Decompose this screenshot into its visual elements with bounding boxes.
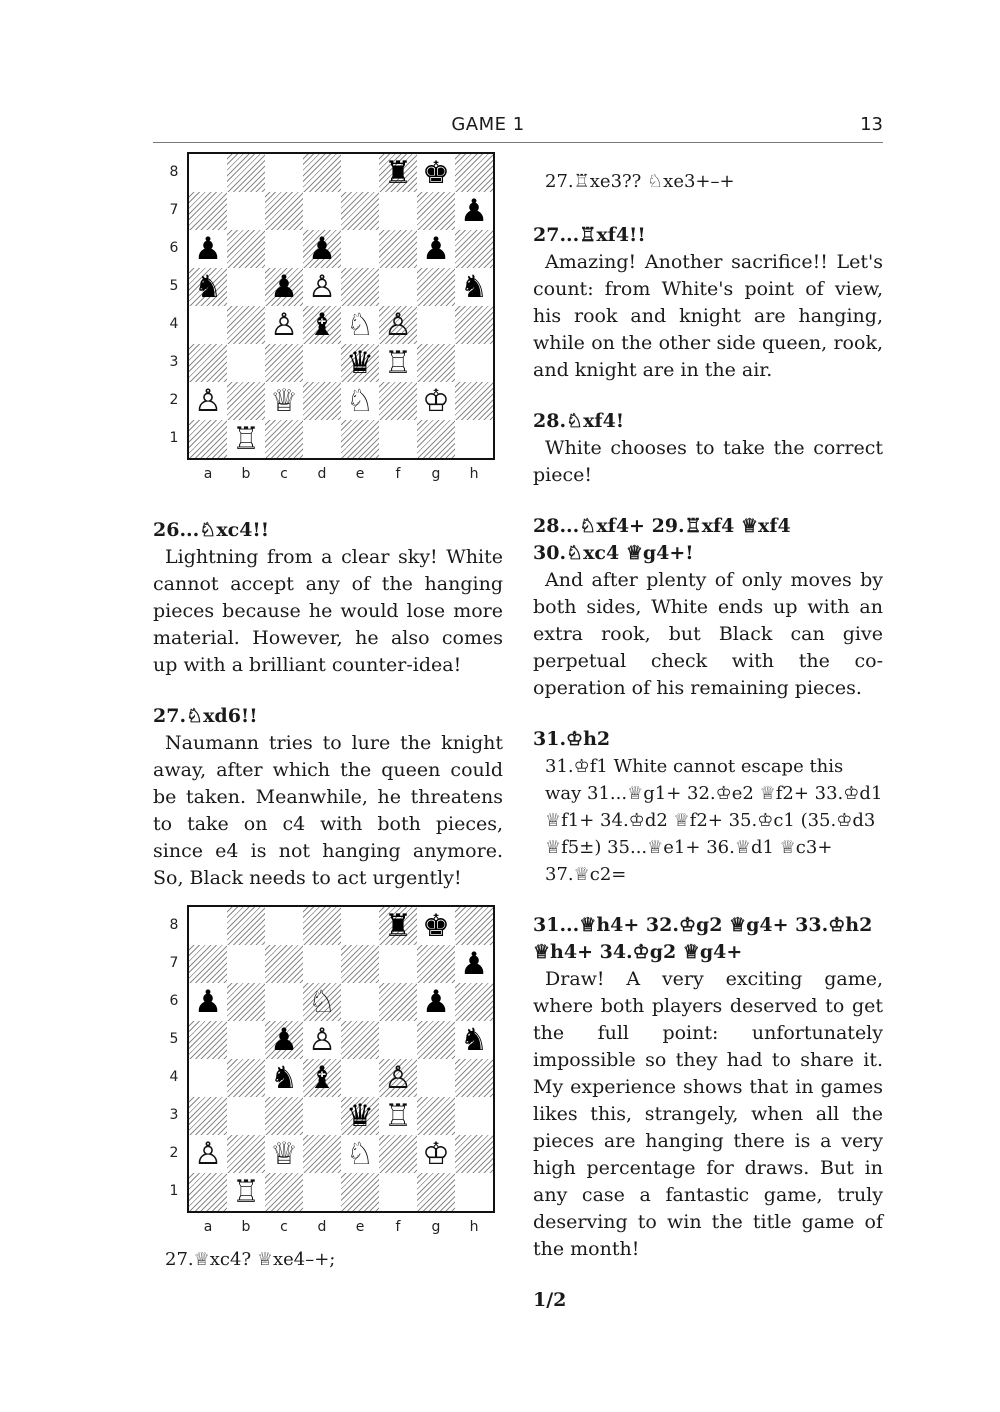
file-label: h — [469, 1219, 479, 1235]
file-label: c — [280, 466, 288, 482]
board-square — [303, 154, 341, 192]
board-square — [189, 192, 227, 230]
board-square — [417, 268, 455, 306]
board-square — [417, 1059, 455, 1097]
board-square — [417, 1173, 455, 1211]
file-label: d — [317, 1219, 327, 1235]
board-square — [227, 192, 265, 230]
rank-label: 1 — [169, 430, 179, 446]
board-square — [341, 268, 379, 306]
chess-piece: ♝ — [308, 1060, 336, 1096]
board-square — [341, 192, 379, 230]
chess-piece: ♚ — [422, 908, 450, 944]
rank-label: 8 — [169, 164, 179, 180]
board-square — [455, 1173, 493, 1211]
rank-label: 6 — [169, 993, 179, 1009]
move-heading: 27...♖xf4!! — [533, 224, 646, 246]
board-square — [265, 1097, 303, 1135]
chess-diagram-1 — [153, 152, 493, 488]
board-square — [417, 945, 455, 983]
board-square — [417, 192, 455, 230]
page-number: 13 — [860, 114, 883, 135]
board-square — [341, 907, 379, 945]
board-square — [379, 420, 417, 458]
chess-piece: ♕ — [270, 1136, 298, 1172]
board-square — [303, 1173, 341, 1211]
board-square — [227, 907, 265, 945]
board-square — [265, 983, 303, 1021]
rank-label: 5 — [169, 1031, 179, 1047]
rank-label: 6 — [169, 240, 179, 256]
board-square — [303, 420, 341, 458]
board-square — [227, 1021, 265, 1059]
move-heading: 26...♘xc4!! — [153, 519, 270, 541]
chess-piece: ♕ — [270, 383, 298, 419]
chess-piece: ♟ — [270, 1022, 298, 1058]
variation-note: 27.♕xc4? ♕xe4–+; — [165, 1249, 336, 1270]
board-square — [341, 1059, 379, 1097]
file-label: c — [280, 1219, 288, 1235]
chess-piece: ♘ — [308, 984, 336, 1020]
chess-piece: ♞ — [270, 1060, 298, 1096]
chess-piece: ♟ — [308, 231, 336, 267]
commentary: And after plenty of only moves by both sides, White ends up with an extra rook, but Black can give perpetual check with the co-operation of his remaining pieces. — [533, 569, 883, 699]
chess-piece: ♟ — [460, 946, 488, 982]
chess-piece: ♞ — [460, 269, 488, 305]
board-square — [265, 907, 303, 945]
board-square — [265, 420, 303, 458]
chess-piece: ♞ — [460, 1022, 488, 1058]
chess-piece: ♖ — [384, 345, 412, 381]
board-square — [379, 945, 417, 983]
board-square — [265, 154, 303, 192]
board-square — [417, 1097, 455, 1135]
chess-piece: ♛ — [346, 345, 374, 381]
chess-piece: ♖ — [384, 1098, 412, 1134]
chess-piece: ♜ — [384, 908, 412, 944]
board-grid — [187, 152, 495, 460]
file-label: e — [355, 1219, 365, 1235]
board-square — [379, 1021, 417, 1059]
board-square — [227, 306, 265, 344]
board-square — [189, 1173, 227, 1211]
board-square — [189, 420, 227, 458]
file-label: f — [395, 466, 401, 482]
move-heading: 31.♔h2 — [533, 728, 611, 750]
board-square — [227, 268, 265, 306]
chess-piece: ♖ — [232, 1174, 260, 1210]
board-square — [189, 1059, 227, 1097]
board-square — [341, 154, 379, 192]
file-label: g — [431, 1219, 441, 1235]
board-square — [341, 983, 379, 1021]
file-label: f — [395, 1219, 401, 1235]
running-title: GAME 1 — [451, 114, 525, 135]
move-heading: 28.♘xf4! — [533, 410, 625, 432]
board-square — [455, 154, 493, 192]
chess-piece: ♟ — [194, 231, 222, 267]
chess-piece: ♔ — [422, 1136, 450, 1172]
board-square — [379, 268, 417, 306]
board-square — [189, 945, 227, 983]
board-square — [455, 306, 493, 344]
chess-piece: ♟ — [422, 231, 450, 267]
chess-piece: ♟ — [422, 984, 450, 1020]
board-square — [265, 1173, 303, 1211]
chess-piece: ♞ — [194, 269, 222, 305]
file-label: b — [241, 466, 251, 482]
rank-label: 8 — [169, 917, 179, 933]
board-square — [417, 1021, 455, 1059]
board-square — [227, 1135, 265, 1173]
rank-label: 3 — [169, 1107, 179, 1123]
chess-piece: ♝ — [308, 307, 336, 343]
board-square — [303, 382, 341, 420]
board-square — [455, 907, 493, 945]
board-square — [455, 1059, 493, 1097]
chess-piece: ♟ — [460, 193, 488, 229]
board-square — [455, 230, 493, 268]
board-square — [455, 1135, 493, 1173]
chess-piece: ♙ — [270, 307, 298, 343]
rank-label: 7 — [169, 955, 179, 971]
board-square — [265, 344, 303, 382]
board-square — [189, 154, 227, 192]
file-label: a — [203, 466, 213, 482]
file-label: e — [355, 466, 365, 482]
chess-piece: ♚ — [422, 155, 450, 191]
board-grid — [187, 905, 495, 1213]
board-square — [227, 230, 265, 268]
chess-piece: ♙ — [308, 1022, 336, 1058]
board-square — [227, 1097, 265, 1135]
chess-piece: ♙ — [308, 269, 336, 305]
board-square — [303, 1135, 341, 1173]
board-square — [455, 382, 493, 420]
chess-piece: ♘ — [346, 1136, 374, 1172]
chess-diagram-2 — [153, 905, 493, 1241]
board-square — [341, 1021, 379, 1059]
board-square — [189, 344, 227, 382]
board-square — [189, 1097, 227, 1135]
board-square — [341, 945, 379, 983]
file-label: d — [317, 466, 327, 482]
board-square — [227, 382, 265, 420]
move-heading: 27.♘xd6!! — [153, 705, 258, 727]
board-square — [455, 1097, 493, 1135]
commentary: White chooses to take the correct piece! — [533, 437, 883, 486]
board-square — [227, 983, 265, 1021]
board-square — [189, 907, 227, 945]
board-square — [303, 945, 341, 983]
chess-piece: ♘ — [346, 383, 374, 419]
file-label: h — [469, 466, 479, 482]
rank-label: 2 — [169, 1145, 179, 1161]
move-heading: 31...♕h4+ 32.♔g2 ♕g4+ 33.♔h2 ♕h4+ 34.♔g2 ♕g4+ — [533, 914, 873, 963]
board-square — [379, 192, 417, 230]
commentary: Lightning from a clear sky! White cannot accept any of the hanging pieces because he would lose more material. However, he also comes up with a brilliant counter-idea! — [153, 546, 503, 676]
file-label: a — [203, 1219, 213, 1235]
chess-piece: ♙ — [384, 307, 412, 343]
page-header — [153, 112, 883, 143]
board-square — [417, 344, 455, 382]
variation-note: 27.♖xe3?? ♘xe3+–+ — [545, 171, 735, 192]
board-square — [455, 420, 493, 458]
board-square — [227, 344, 265, 382]
rank-label: 3 — [169, 354, 179, 370]
chess-piece: ♙ — [194, 1136, 222, 1172]
rank-label: 1 — [169, 1183, 179, 1199]
move-heading: 28...♘xf4+ 29.♖xf4 ♕xf4 30.♘xc4 ♕g4+! — [533, 515, 791, 564]
board-square — [265, 945, 303, 983]
file-label: g — [431, 466, 441, 482]
left-column-upper — [153, 517, 503, 892]
board-square — [379, 382, 417, 420]
file-label: b — [241, 1219, 251, 1235]
board-square — [189, 306, 227, 344]
chess-piece: ♙ — [194, 383, 222, 419]
board-square — [303, 192, 341, 230]
board-square — [379, 1135, 417, 1173]
board-square — [227, 945, 265, 983]
chess-piece: ♟ — [270, 269, 298, 305]
board-square — [455, 344, 493, 382]
board-square — [341, 420, 379, 458]
commentary: Amazing! Another sacrifice!! Let's count: from White's point of view, his rook and knight are hanging, while on the other side queen, rook, and knight are in the air. — [533, 251, 883, 381]
chess-piece: ♜ — [384, 155, 412, 191]
board-square — [379, 983, 417, 1021]
board-square — [417, 420, 455, 458]
board-square — [227, 154, 265, 192]
right-column — [533, 222, 883, 1314]
board-square — [341, 1173, 379, 1211]
chess-piece: ♘ — [346, 307, 374, 343]
board-square — [227, 1059, 265, 1097]
commentary: Draw! A very exciting game, where both players deserved to get the full point: unfortunately impossible so they had to share it. My experience shows that in games likes this, strangely, when all the pieces are hanging there is a very high percentage for draws. But in any case a fantastic game, truly deserving to win the title game of the month! — [533, 968, 883, 1260]
board-square — [303, 344, 341, 382]
chess-piece: ♟ — [194, 984, 222, 1020]
board-square — [379, 1173, 417, 1211]
board-square — [303, 907, 341, 945]
board-square — [265, 192, 303, 230]
board-square — [265, 230, 303, 268]
commentary: Naumann tries to lure the knight away, after which the queen could be taken. Meanwhile, he threatens to take on c4 with both pieces, since e4 is not hanging anymore. So, Black needs to act urgently! — [153, 732, 503, 889]
chess-piece: ♛ — [346, 1098, 374, 1134]
board-square — [303, 1097, 341, 1135]
chess-piece: ♙ — [384, 1060, 412, 1096]
board-square — [189, 1021, 227, 1059]
board-square — [379, 230, 417, 268]
chess-piece: ♔ — [422, 383, 450, 419]
rank-label: 2 — [169, 392, 179, 408]
board-square — [341, 230, 379, 268]
game-result: 1/2 — [533, 1289, 567, 1311]
variation-line: 31.♔f1 White cannot escape this way 31...♕g1+ 32.♔e2 ♕f2+ 33.♔d1 ♕f1+ 34.♔d2 ♕f2+ 35.♔c1 (35.♔d3 ♕f5±) 35...♕e1+ 36.♕d1 ♕c3+ 37.♕c2= — [545, 756, 883, 885]
board-square — [455, 983, 493, 1021]
rank-label: 5 — [169, 278, 179, 294]
rank-label: 7 — [169, 202, 179, 218]
board-square — [417, 306, 455, 344]
rank-label: 4 — [169, 316, 179, 332]
chess-piece: ♖ — [232, 421, 260, 457]
rank-label: 4 — [169, 1069, 179, 1085]
